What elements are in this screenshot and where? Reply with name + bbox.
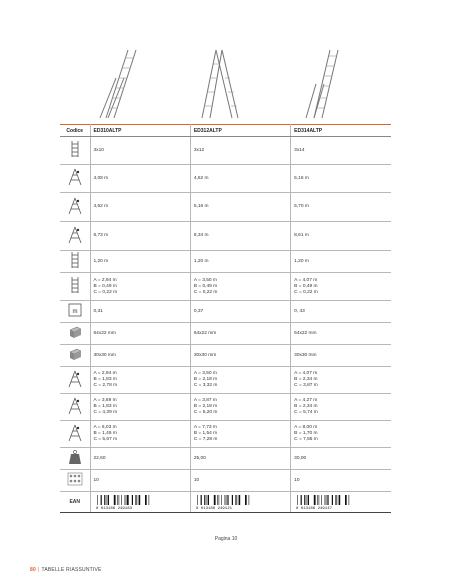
barcode xyxy=(294,494,354,510)
row-icon-cell xyxy=(60,367,90,394)
cell-value: 10 xyxy=(294,477,300,483)
table-cell xyxy=(291,345,391,367)
cell-value: C = 3,32 m xyxy=(193,383,218,388)
table-cell xyxy=(190,137,290,165)
cell-value: B = 0,49 m xyxy=(93,283,117,289)
barcode xyxy=(94,494,154,510)
ean-cell xyxy=(90,492,190,513)
cell-value: B = 1,46 m xyxy=(93,431,117,436)
cell-value: 0,37 xyxy=(193,308,204,314)
cell-value: C = 5,67 m xyxy=(93,437,118,442)
extended-ladder-icon xyxy=(65,226,85,244)
table-cell xyxy=(291,323,391,345)
cell-value: B = 0,49 m xyxy=(294,283,318,289)
cell-value: B = 1,54 m xyxy=(193,431,218,436)
table-cell xyxy=(291,367,391,394)
table-cell xyxy=(190,470,290,492)
cell-value: B = 2,34 m xyxy=(294,377,318,382)
cell-value: A = 6,03 m xyxy=(93,425,117,430)
ean-row xyxy=(60,492,391,513)
cell-value: 1,20 m xyxy=(294,258,309,264)
cell-value: 30x30 mm xyxy=(193,352,217,358)
row-icon-cell xyxy=(60,394,90,421)
table-cell xyxy=(90,222,190,251)
cell-value: B = 0,49 m xyxy=(193,283,218,289)
footer-divider: | xyxy=(37,567,40,573)
cell-value: 30x30 mm xyxy=(93,352,116,358)
cell-value: 64x22 mm xyxy=(93,330,116,336)
cell-value: 3x14 xyxy=(294,147,305,153)
cell-value: C = 7,55 m xyxy=(294,437,318,442)
row-icon-cell xyxy=(60,323,90,345)
barcode-number: 8 013186 249121 xyxy=(195,507,232,510)
table-cell xyxy=(291,394,391,421)
ean-label: EAN xyxy=(60,492,90,513)
cell-value: 5,16 m xyxy=(294,175,309,181)
footer-page-number: 80 xyxy=(30,567,36,573)
cell-value: 5,16 m xyxy=(193,204,209,209)
table-row xyxy=(60,222,391,251)
ean-cell xyxy=(291,492,391,513)
weight-kg-icon xyxy=(65,448,85,466)
cell-value: 0, 43 xyxy=(294,308,305,314)
cell-value: C = 2,78 m xyxy=(93,383,118,388)
table-cell xyxy=(190,421,290,448)
barcode-number: 8 013186 249183 xyxy=(95,507,132,510)
cell-value: A = 4,07 m xyxy=(294,371,318,376)
table-cell xyxy=(190,323,290,345)
table-row xyxy=(60,251,391,273)
row-icon-cell xyxy=(60,193,90,222)
cell-value: A = 3,69 m xyxy=(93,398,117,403)
table-row xyxy=(60,273,391,301)
table-cell xyxy=(291,165,391,193)
product-code-3: ED314ALTP xyxy=(291,125,391,137)
row-icon-cell xyxy=(60,470,90,492)
row-icon-cell xyxy=(60,165,90,193)
table-cell xyxy=(90,137,190,165)
table-cell xyxy=(90,273,190,301)
table-cell xyxy=(291,222,391,251)
cell-value: C = 0,22 m xyxy=(93,289,118,295)
table-cell xyxy=(90,345,190,367)
table-cell xyxy=(291,470,391,492)
table-cell xyxy=(190,273,290,301)
cell-value: C = 0,22 m xyxy=(294,289,318,295)
cell-value: 30x30 mm xyxy=(294,352,317,358)
svg-text:m: m xyxy=(72,309,78,315)
table-cell xyxy=(190,301,290,323)
table-row xyxy=(60,137,391,165)
row-icon-cell xyxy=(60,345,90,367)
cell-value: A = 4,07 m xyxy=(294,277,318,283)
cell-value: 8,34 m xyxy=(193,233,209,238)
cell-value: C = 5,20 m xyxy=(193,410,218,415)
table-row xyxy=(60,421,391,448)
table-row xyxy=(60,394,391,421)
cell-value: B = 1,83 m xyxy=(93,377,117,382)
closed-ladder-icon xyxy=(65,251,85,269)
table-cell xyxy=(190,367,290,394)
cell-value: A = 4,27 m xyxy=(294,398,318,403)
table-cell xyxy=(90,470,190,492)
cell-value: 0,31 xyxy=(93,308,103,314)
table-header-row xyxy=(60,125,391,137)
row-icon-cell xyxy=(60,251,90,273)
cell-value: 5,70 m xyxy=(294,204,309,209)
cell-value: A = 2,94 m xyxy=(93,371,117,376)
cell-value: 3x12 xyxy=(193,147,205,153)
table-cell xyxy=(291,193,391,222)
cell-value: 10 xyxy=(193,477,200,483)
cell-value: C = 4,39 m xyxy=(93,410,118,415)
cell-value: C = 3,87 m xyxy=(294,383,318,388)
row-icon-cell xyxy=(60,301,90,323)
table-cell xyxy=(90,301,190,323)
table-body xyxy=(60,137,391,513)
table-row xyxy=(60,470,391,492)
pack-quantity-icon xyxy=(65,470,85,488)
table-cell xyxy=(90,323,190,345)
barcode xyxy=(194,494,254,510)
row-icon-cell xyxy=(60,137,90,165)
step-ladder-height-icon xyxy=(65,168,85,186)
rail-profile-icon xyxy=(65,323,85,341)
cell-value: 4,62 m xyxy=(93,204,109,209)
ean-cell xyxy=(190,492,290,513)
table-cell xyxy=(90,421,190,448)
cell-value: 1,20 m xyxy=(193,258,209,264)
cell-value: B = 1,83 m xyxy=(93,404,117,409)
table-row xyxy=(60,345,391,367)
ladder-image-ed312altp xyxy=(186,48,246,120)
cell-value: 3x10 xyxy=(93,147,104,153)
table-cell xyxy=(291,421,391,448)
table-cell xyxy=(190,165,290,193)
row-icon-cell xyxy=(60,273,90,301)
cell-value: B = 2,34 m xyxy=(294,404,318,409)
cell-value: A = 8,00 m xyxy=(294,425,318,430)
cell-value: A = 3,87 m xyxy=(193,398,217,403)
row-icon-cell xyxy=(60,421,90,448)
volume-m3-icon xyxy=(65,301,85,319)
cell-value: A = 2,94 m xyxy=(93,277,117,283)
cell-value: B = 2,18 m xyxy=(193,377,218,382)
rung-profile-icon xyxy=(65,345,85,363)
table-row xyxy=(60,165,391,193)
table-cell xyxy=(291,301,391,323)
page-label: Pagina 10 xyxy=(214,536,238,542)
row-icon-cell xyxy=(60,448,90,470)
table-cell xyxy=(190,448,290,470)
steps-count-icon xyxy=(65,140,85,158)
product-code-2: ED312ALTP xyxy=(190,125,290,137)
table-cell xyxy=(190,222,290,251)
cell-value: 64x22 mm xyxy=(294,330,317,336)
config-1-icon xyxy=(65,370,85,388)
cell-value: 4,62 m xyxy=(193,175,209,181)
table-cell xyxy=(90,165,190,193)
table-cell xyxy=(190,251,290,273)
table-cell xyxy=(190,193,290,222)
table-row xyxy=(60,193,391,222)
cell-value: 64x22 mm xyxy=(193,330,217,336)
cell-value: C = 7,28 m xyxy=(193,437,218,442)
table-row xyxy=(60,367,391,394)
table-row xyxy=(60,301,391,323)
cell-value: B = 2,18 m xyxy=(193,404,218,409)
table-cell xyxy=(190,394,290,421)
cell-value: 6,73 m xyxy=(93,233,109,238)
product-images xyxy=(0,0,452,125)
table-cell xyxy=(291,251,391,273)
cell-value: 8,61 m xyxy=(294,233,309,238)
table-row xyxy=(60,323,391,345)
product-code-1: ED310ALTP xyxy=(90,125,190,137)
config-3-icon xyxy=(65,424,85,442)
cell-value: C = 0,22 m xyxy=(193,289,218,295)
cell-value: 4,08 m xyxy=(93,175,109,181)
row-icon-cell xyxy=(60,222,90,251)
table-cell xyxy=(90,367,190,394)
cell-value: A = 7,73 m xyxy=(193,425,217,430)
cell-value: B = 1,70 m xyxy=(294,431,318,436)
table-cell xyxy=(90,193,190,222)
step-ladder-reach-icon xyxy=(65,197,85,215)
table-cell xyxy=(90,394,190,421)
footer-section: TABELLE RIASSUNTIVE xyxy=(41,567,102,573)
cell-value: 25,00 xyxy=(193,455,206,461)
cell-value: 1,20 m xyxy=(93,258,109,264)
ladder-image-ed310altp xyxy=(86,48,146,120)
table-cell xyxy=(90,448,190,470)
table-cell xyxy=(291,273,391,301)
config-2-icon xyxy=(65,397,85,415)
ladder-image-ed314altp xyxy=(292,48,352,120)
cell-value: 10 xyxy=(93,477,99,483)
table-cell xyxy=(291,448,391,470)
codice-label: Codice xyxy=(60,125,90,137)
cell-value: A = 3,50 m xyxy=(193,371,217,376)
cell-value: C = 5,74 m xyxy=(294,410,318,415)
table-cell xyxy=(291,137,391,165)
cell-value: A = 3,50 m xyxy=(193,277,217,283)
footer xyxy=(30,567,102,573)
table-cell xyxy=(90,251,190,273)
table-row xyxy=(60,448,391,470)
cell-value: 30,00 xyxy=(294,455,307,461)
cell-value: 22,60 xyxy=(93,455,106,461)
dimensions-abc-icon xyxy=(65,276,85,294)
spec-table xyxy=(60,124,391,513)
table-cell xyxy=(190,345,290,367)
barcode-number: 8 013186 249147 xyxy=(296,507,333,510)
